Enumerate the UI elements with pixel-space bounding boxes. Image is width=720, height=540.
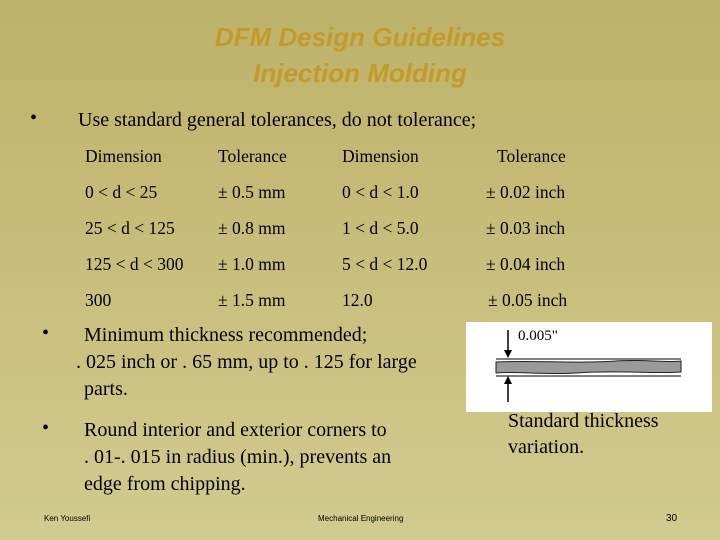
slide-subtitle: Injection Molding xyxy=(253,58,467,88)
table-header: Tolerance xyxy=(218,146,287,166)
table-cell: ± 0.8 mm xyxy=(218,218,286,238)
figure-label: 0.005" xyxy=(518,328,558,344)
bullet-symbol: • xyxy=(42,322,50,344)
page-number: 30 xyxy=(666,513,678,524)
table-cell: ± 0.04 inch xyxy=(486,254,566,274)
table-cell: 25 < d < 125 xyxy=(85,218,175,238)
table-cell: 1 < d < 5.0 xyxy=(342,218,419,238)
slide-title: DFM Design Guidelines xyxy=(214,22,506,52)
footer-author: Ken Youssefi xyxy=(44,514,91,523)
bullet-symbol: • xyxy=(42,417,50,439)
bullet-text-thickness: parts. xyxy=(84,378,128,400)
plastic-section xyxy=(496,360,681,373)
table-cell: ± 0.03 inch xyxy=(486,218,566,238)
table-header: Dimension xyxy=(85,146,162,166)
table-cell: ± 0.05 inch xyxy=(488,290,568,310)
table-cell: 125 < d < 300 xyxy=(85,254,184,274)
table-cell: 5 < d < 12.0 xyxy=(342,254,428,274)
thickness-diagram xyxy=(466,322,712,412)
table-header: Dimension xyxy=(342,146,419,166)
bullet-text-thickness: . 025 inch or . 65 mm, up to . 125 for large xyxy=(76,351,417,373)
table-cell: 300 xyxy=(85,290,112,310)
bullet-text-tolerances: Use standard general tolerances, do not tolerance; xyxy=(78,109,477,131)
bullet-symbol: • xyxy=(30,107,38,129)
table-cell: ± 0.02 inch xyxy=(486,182,566,202)
dimension-arrowhead xyxy=(504,350,512,358)
table-cell: ± 1.5 mm xyxy=(218,290,286,310)
table-cell: ± 0.5 mm xyxy=(218,182,286,202)
bullet-text-corners: edge from chipping. xyxy=(84,473,246,495)
dimension-arrowhead xyxy=(504,376,512,384)
thickness-variation-figure xyxy=(466,322,712,412)
table-cell: 12.0 xyxy=(342,290,373,310)
table-cell: 0 < d < 1.0 xyxy=(342,182,419,202)
bullet-text-thickness: Minimum thickness recommended; xyxy=(84,324,368,346)
footer-department: Mechanical Engineering xyxy=(318,514,404,523)
bullet-text-corners: . 01-. 015 in radius (min.), prevents an xyxy=(84,446,392,468)
figure-caption: variation. xyxy=(508,436,585,458)
table-header: Tolerance xyxy=(497,146,566,166)
figure-caption: Standard thickness xyxy=(508,410,659,432)
bullet-text-corners: Round interior and exterior corners to xyxy=(84,419,387,441)
table-cell: ± 1.0 mm xyxy=(218,254,286,274)
table-cell: 0 < d < 25 xyxy=(85,182,158,202)
